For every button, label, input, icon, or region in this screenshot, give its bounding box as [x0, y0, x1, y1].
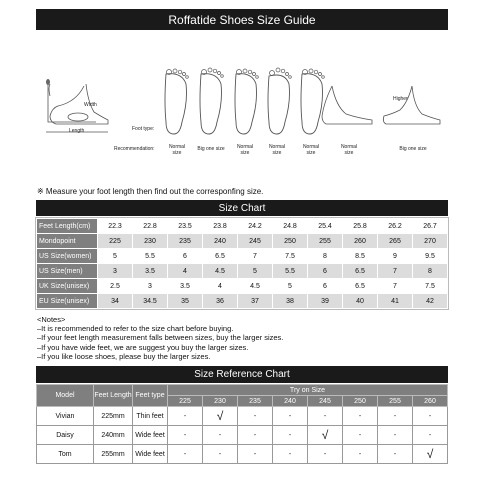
size-cell: 6: [308, 279, 343, 294]
check-icon: √: [308, 426, 343, 445]
note-line: –If you have wide feet, we are suggest you buy the larger sizes.: [37, 342, 249, 352]
size-cell: 37: [238, 294, 273, 309]
try-on-cell: -: [343, 407, 378, 426]
size-cell: 25.8: [343, 219, 378, 234]
size-chart-table: [36, 218, 448, 309]
recommendation-1: Normal size: [168, 144, 186, 156]
size-cell: 235: [168, 234, 203, 249]
try-on-cell: -: [168, 445, 203, 464]
size-cell: 5.5: [133, 249, 168, 264]
size-cell: 36: [203, 294, 238, 309]
size-chart-row: [37, 234, 448, 249]
try-on-cell: -: [308, 445, 343, 464]
try-on-size-header: 255: [378, 396, 413, 407]
size-chart-row: [37, 294, 448, 309]
feet-length-cell: 225mm: [94, 407, 133, 426]
size-cell: 225: [98, 234, 133, 249]
size-row-label: EU Size(unisex): [37, 294, 98, 309]
try-on-size-header: 240: [273, 396, 308, 407]
size-cell: 265: [378, 234, 413, 249]
check-icon: √: [413, 445, 448, 464]
try-on-cell: -: [238, 426, 273, 445]
feet-type-header: Feet type: [133, 385, 168, 407]
note-line: –If your feet length measurement falls between sizes, buy the larger sizes.: [37, 333, 284, 343]
reference-row: [37, 407, 448, 426]
try-on-cell: -: [238, 407, 273, 426]
size-cell: 260: [343, 234, 378, 249]
size-chart-row: [37, 249, 448, 264]
size-cell: 5: [238, 264, 273, 279]
try-on-cell: -: [273, 445, 308, 464]
size-cell: 6: [308, 264, 343, 279]
size-cell: 23.8: [203, 219, 238, 234]
try-on-size-header: 230: [203, 396, 238, 407]
arch-recommendation-1: Normal size: [340, 144, 358, 156]
size-cell: 8: [413, 264, 448, 279]
try-on-cell: -: [203, 426, 238, 445]
size-cell: 3: [133, 279, 168, 294]
try-on-size-header: 260: [413, 396, 448, 407]
feet-type-cell: Thin feet: [133, 407, 168, 426]
size-cell: 7: [378, 264, 413, 279]
try-on-cell: -: [168, 426, 203, 445]
size-cell: 4.5: [203, 264, 238, 279]
try-on-cell: -: [168, 407, 203, 426]
try-on-cell: -: [343, 426, 378, 445]
size-cell: 5: [98, 249, 133, 264]
notes: [37, 315, 283, 361]
note-line: –If you like loose shoes, please buy the larger sizes.: [37, 351, 211, 361]
try-on-size-header: 245: [308, 396, 343, 407]
size-cell: 24.2: [238, 219, 273, 234]
try-on-header: Try on Size: [168, 385, 448, 396]
try-on-cell: -: [343, 445, 378, 464]
size-cell: 7: [378, 279, 413, 294]
size-cell: 230: [133, 234, 168, 249]
size-cell: 9.5: [413, 249, 448, 264]
size-cell: 25.4: [308, 219, 343, 234]
try-on-cell: -: [413, 407, 448, 426]
size-cell: 5: [273, 279, 308, 294]
size-cell: 38: [273, 294, 308, 309]
model-cell: Daisy: [37, 426, 94, 445]
try-on-cell: -: [378, 445, 413, 464]
foot-guide-illustration: [36, 62, 448, 170]
try-on-size-header: 235: [238, 396, 273, 407]
reference-row: [37, 426, 448, 445]
size-cell: 6.5: [203, 249, 238, 264]
size-cell: 6.5: [343, 264, 378, 279]
recommendation-label: Recommendation:: [114, 146, 155, 152]
try-on-cell: -: [378, 407, 413, 426]
size-cell: 3: [98, 264, 133, 279]
size-cell: 8.5: [343, 249, 378, 264]
feet-length-cell: 255mm: [94, 445, 133, 464]
size-cell: 7.5: [413, 279, 448, 294]
size-chart-title: Size Chart: [36, 200, 448, 216]
recommendation-4: Normal size: [268, 144, 286, 156]
check-icon: √: [203, 407, 238, 426]
foot-type-label: Foot type:: [132, 126, 155, 132]
width-label: Width: [84, 102, 97, 108]
arch-high-label: Higher: [393, 96, 408, 102]
size-cell: 26.2: [378, 219, 413, 234]
size-cell: 34.5: [133, 294, 168, 309]
feet-type-cell: Wide feet: [133, 445, 168, 464]
try-on-size-header: 225: [168, 396, 203, 407]
size-chart-row: [37, 264, 448, 279]
size-cell: 22.3: [98, 219, 133, 234]
try-on-cell: -: [203, 445, 238, 464]
size-cell: 6: [168, 249, 203, 264]
arch-recommendation-2: Big one size: [399, 146, 427, 152]
notes-heading: <Notes>: [37, 315, 66, 324]
size-cell: 34: [98, 294, 133, 309]
size-cell: 6.5: [343, 279, 378, 294]
model-cell: Vivian: [37, 407, 94, 426]
recommendation-3: Normal size: [236, 144, 254, 156]
try-on-cell: -: [308, 407, 343, 426]
feet-length-cell: 240mm: [94, 426, 133, 445]
try-on-cell: -: [238, 445, 273, 464]
size-chart-row: [37, 279, 448, 294]
measure-note: ※ Measure your foot length then find out the corresponfing size.: [37, 187, 264, 196]
size-cell: 3.5: [168, 279, 203, 294]
size-cell: 4.5: [238, 279, 273, 294]
length-label: Length: [69, 128, 85, 134]
try-on-size-header: 250: [343, 396, 378, 407]
model-header: Model: [37, 385, 94, 407]
size-reference-table: [36, 384, 448, 464]
feet-length-header: Feet Length: [94, 385, 133, 407]
reference-chart-title: Size Reference Chart: [36, 366, 448, 383]
size-cell: 245: [238, 234, 273, 249]
size-cell: 240: [203, 234, 238, 249]
size-cell: 24.8: [273, 219, 308, 234]
size-cell: 5.5: [273, 264, 308, 279]
size-cell: 4: [168, 264, 203, 279]
size-cell: 7.5: [273, 249, 308, 264]
size-row-label: Mondopoint: [37, 234, 98, 249]
recommendation-5: Normal size: [302, 144, 320, 156]
size-row-label: US Size(women): [37, 249, 98, 264]
size-cell: 40: [343, 294, 378, 309]
size-cell: 7: [238, 249, 273, 264]
try-on-cell: -: [273, 426, 308, 445]
size-chart-row: [37, 219, 448, 234]
size-row-label: UK Size(unisex): [37, 279, 98, 294]
size-row-label: US Size(men): [37, 264, 98, 279]
size-cell: 41: [378, 294, 413, 309]
size-cell: 4: [203, 279, 238, 294]
size-cell: 255: [308, 234, 343, 249]
size-cell: 9: [378, 249, 413, 264]
try-on-cell: -: [273, 407, 308, 426]
size-cell: 35: [168, 294, 203, 309]
try-on-cell: -: [413, 426, 448, 445]
model-cell: Tom: [37, 445, 94, 464]
size-cell: 270: [413, 234, 448, 249]
size-cell: 8: [308, 249, 343, 264]
page-title: Roffatide Shoes Size Guide: [36, 9, 448, 30]
size-cell: 2.5: [98, 279, 133, 294]
size-cell: 250: [273, 234, 308, 249]
reference-row: [37, 445, 448, 464]
size-cell: 23.5: [168, 219, 203, 234]
try-on-cell: -: [378, 426, 413, 445]
size-cell: 39: [308, 294, 343, 309]
feet-type-cell: Wide feet: [133, 426, 168, 445]
size-cell: 3.5: [133, 264, 168, 279]
size-cell: 22.8: [133, 219, 168, 234]
note-line: –It is recommended to refer to the size chart before buying.: [37, 324, 234, 334]
recommendation-2: Big one size: [197, 146, 225, 152]
size-cell: 26.7: [413, 219, 448, 234]
size-cell: 42: [413, 294, 448, 309]
size-row-label: Feet Length(cm): [37, 219, 98, 234]
